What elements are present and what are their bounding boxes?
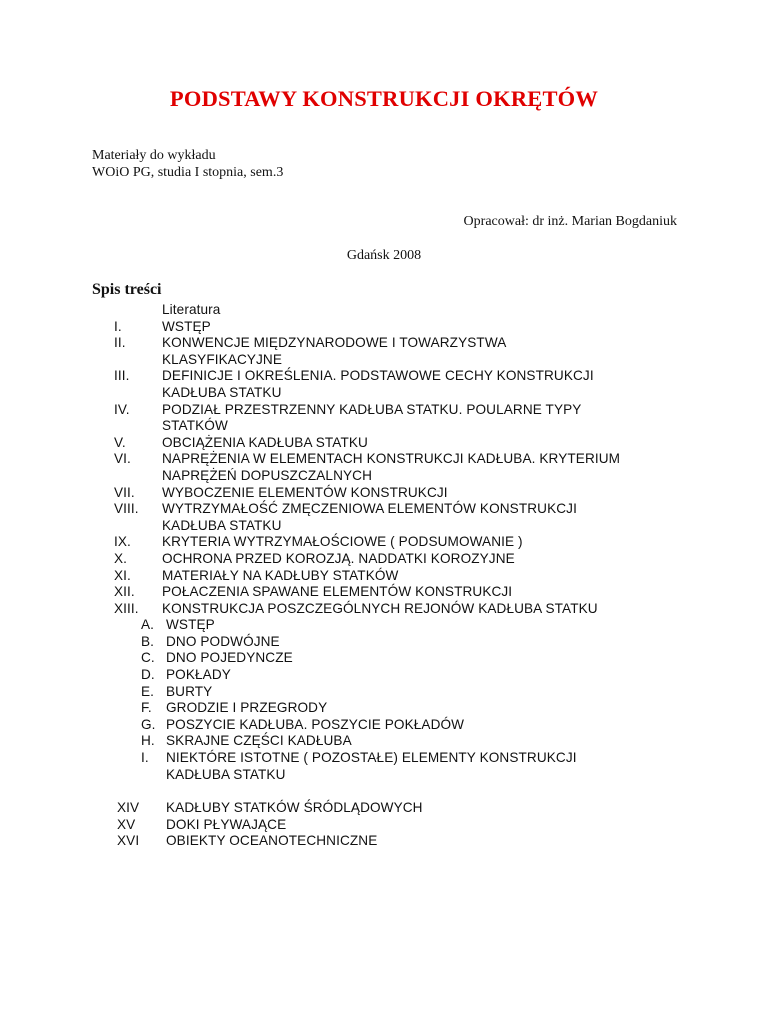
toc-item-number: I. <box>114 318 122 334</box>
toc-item-title-line: OBIEKTY OCEANOTECHNICZNE <box>166 833 378 849</box>
toc-item-number: VII. <box>114 484 135 500</box>
toc-subsection <box>0 700 768 717</box>
toc-item-title <box>166 717 464 734</box>
toc-item-title <box>162 584 512 601</box>
toc-item-title-line: DNO PODWÓJNE <box>166 633 280 649</box>
document-place-date: Gdańsk 2008 <box>346 248 422 263</box>
toc-subsection <box>0 684 768 701</box>
toc-heading: Spis treści <box>92 281 162 298</box>
meta-line-course: Materiały do wykładu <box>92 148 216 163</box>
toc-item-number: II. <box>114 335 126 351</box>
toc-item-number: XIII. <box>114 600 139 616</box>
toc-subsection <box>0 650 768 667</box>
toc-item-title <box>162 319 211 336</box>
toc-item-title <box>162 402 581 435</box>
toc-item-title-line: NIEKTÓRE ISTOTNE ( POZOSTAŁE) ELEMENTY KONSTRUKCJI <box>166 750 577 766</box>
toc-item-title-line: KADŁUBA STATKU <box>162 384 282 400</box>
document-meta <box>92 147 283 181</box>
toc-literature <box>0 302 768 319</box>
toc-subsection <box>0 667 768 684</box>
toc-item-number: E. <box>141 683 155 699</box>
toc-item-title <box>166 650 293 667</box>
toc-item-number: X. <box>114 550 128 566</box>
toc-item-title-line: BURTY <box>166 683 213 699</box>
toc-item-title-line: KADŁUBY STATKÓW ŚRÓDLĄDOWYCH <box>166 800 423 816</box>
toc-item-title-line: WYTRZYMAŁOŚĆ ZMĘCZENIOWA ELEMENTÓW KONSTRUKCJI <box>162 501 577 517</box>
toc-chapter <box>0 534 768 551</box>
document-author: Opracował: dr inż. Marian Bogdaniuk <box>463 214 677 229</box>
toc-chapter <box>0 601 768 618</box>
table-of-contents <box>0 302 768 850</box>
toc-chapter <box>0 335 768 368</box>
toc-item-number: B. <box>141 633 155 649</box>
toc-item-title-line: PODZIAŁ PRZESTRZENNY KADŁUBA STATKU. POULARNE TYPY <box>162 401 582 417</box>
toc-chapter <box>0 584 768 601</box>
toc-item-title-line: SKRAJNE CZĘŚCI KADŁUBA <box>166 733 352 749</box>
toc-chapter <box>0 319 768 336</box>
toc-item-number: VIII. <box>114 501 139 517</box>
toc-chapter <box>0 800 768 817</box>
toc-item-title <box>162 501 577 534</box>
toc-item-title <box>166 817 286 834</box>
toc-item-title <box>166 750 577 783</box>
toc-item-title-line: NAPRĘŻENIA W ELEMENTACH KONSTRUKCJI KADŁUBA. KRYTERIUM <box>162 451 621 467</box>
toc-item-title-line: KONWENCJE MIĘDZYNARODOWE I TOWARZYSTWA <box>162 335 507 351</box>
toc-item-title <box>162 435 368 452</box>
toc-item-title <box>162 485 448 502</box>
toc-item-title-line: STATKÓW <box>162 418 228 434</box>
toc-item-number: VI. <box>114 451 131 467</box>
toc-item-number: A. <box>141 617 155 633</box>
toc-item-title <box>166 684 212 701</box>
toc-item-title-line: KLASYFIKACYJNE <box>162 351 283 367</box>
toc-subsection <box>0 634 768 651</box>
toc-item-number: H. <box>141 733 155 749</box>
toc-item-title <box>162 335 506 368</box>
toc-item-number: C. <box>141 650 155 666</box>
toc-chapter <box>0 435 768 452</box>
toc-subsection <box>0 733 768 750</box>
toc-item-title-line: POŁACZENIA SPAWANE ELEMENTÓW KONSTRUKCJI <box>162 584 513 600</box>
toc-item-title-line: DOKI PŁYWAJĄCE <box>166 816 287 832</box>
meta-line-faculty: WOiO PG, studia I stopnia, sem.3 <box>92 165 284 180</box>
toc-item-title-line: NAPRĘŻEŃ DOPUSZCZALNYCH <box>162 467 373 483</box>
toc-chapter <box>0 402 768 435</box>
toc-item-title <box>162 534 523 551</box>
toc-item-title-line: WSTĘP <box>166 617 215 633</box>
toc-item-title <box>162 568 398 585</box>
toc-chapter <box>0 485 768 502</box>
toc-item-title-line: DNO POJEDYNCZE <box>166 650 293 666</box>
document-title: PODSTAWY KONSTRUKCJI OKRĘTÓW <box>169 86 599 111</box>
toc-chapter <box>0 501 768 534</box>
toc-item-title-line: WSTĘP <box>162 318 211 334</box>
toc-item-title <box>166 617 215 634</box>
toc-item-number: III. <box>114 368 130 384</box>
toc-item-title-line: WYBOCZENIE ELEMENTÓW KONSTRUKCJI <box>162 484 448 500</box>
toc-item-title-line: OCHRONA PRZED KOROZJĄ. NADDATKI KOROZYJNE <box>162 550 515 566</box>
toc-item-number: XII. <box>114 584 135 600</box>
toc-chapter <box>0 568 768 585</box>
toc-item-number: IV. <box>114 401 130 417</box>
toc-item-number: XVI <box>117 833 140 849</box>
toc-item-title <box>166 733 352 750</box>
toc-item-title-line: KRYTERIA WYTRZYMAŁOŚCIOWE ( PODSUMOWANIE ) <box>162 534 523 550</box>
toc-chapter <box>0 368 768 401</box>
toc-item-number: IX. <box>114 534 131 550</box>
toc-item-title <box>166 634 280 651</box>
toc-item-title-line: OBCIĄŻENIA KADŁUBA STATKU <box>162 434 368 450</box>
toc-item-number: F. <box>141 700 152 716</box>
toc-item-title <box>162 451 620 484</box>
toc-item-number: G. <box>141 716 156 732</box>
toc-item-title-line: KADŁUBA STATKU <box>162 517 282 533</box>
toc-item-title-line: POKŁADY <box>166 667 231 683</box>
toc-chapter <box>0 551 768 568</box>
toc-item-number: XV <box>117 816 136 832</box>
toc-item-title <box>166 700 327 717</box>
toc-subsection <box>0 617 768 634</box>
toc-item-title <box>166 667 231 684</box>
toc-item-title <box>166 800 423 817</box>
toc-chapter <box>0 817 768 834</box>
toc-item-title <box>162 368 594 401</box>
toc-item-number: XIV <box>117 800 140 816</box>
toc-chapter <box>0 833 768 850</box>
toc-item-title <box>166 833 377 850</box>
toc-item-number: XI. <box>114 567 131 583</box>
toc-item-title-line: DEFINICJE I OKREŚLENIA. PODSTAWOWE CECHY KONSTRUKCJI <box>162 368 594 384</box>
toc-item-title <box>162 551 515 568</box>
toc-subsection <box>0 717 768 734</box>
toc-subsection <box>0 750 768 783</box>
toc-item-number: D. <box>141 667 155 683</box>
toc-chapter <box>0 451 768 484</box>
toc-item-number: I. <box>141 750 149 766</box>
toc-item-number: V. <box>114 434 126 450</box>
toc-item-title-line: GRODZIE I PRZEGRODY <box>166 700 328 716</box>
toc-item-title-line: POSZYCIE KADŁUBA. POSZYCIE POKŁADÓW <box>166 716 465 732</box>
toc-literature-label: Literatura <box>162 302 221 317</box>
toc-item-title-line: MATERIAŁY NA KADŁUBY STATKÓW <box>162 567 399 583</box>
toc-item-title-line: KADŁUBA STATKU <box>166 766 286 782</box>
toc-item-title-line: KONSTRUKCJA POSZCZEGÓLNYCH REJONÓW KADŁUBA STATKU <box>162 600 598 616</box>
toc-item-title <box>162 601 598 618</box>
toc-spacer <box>0 783 768 800</box>
